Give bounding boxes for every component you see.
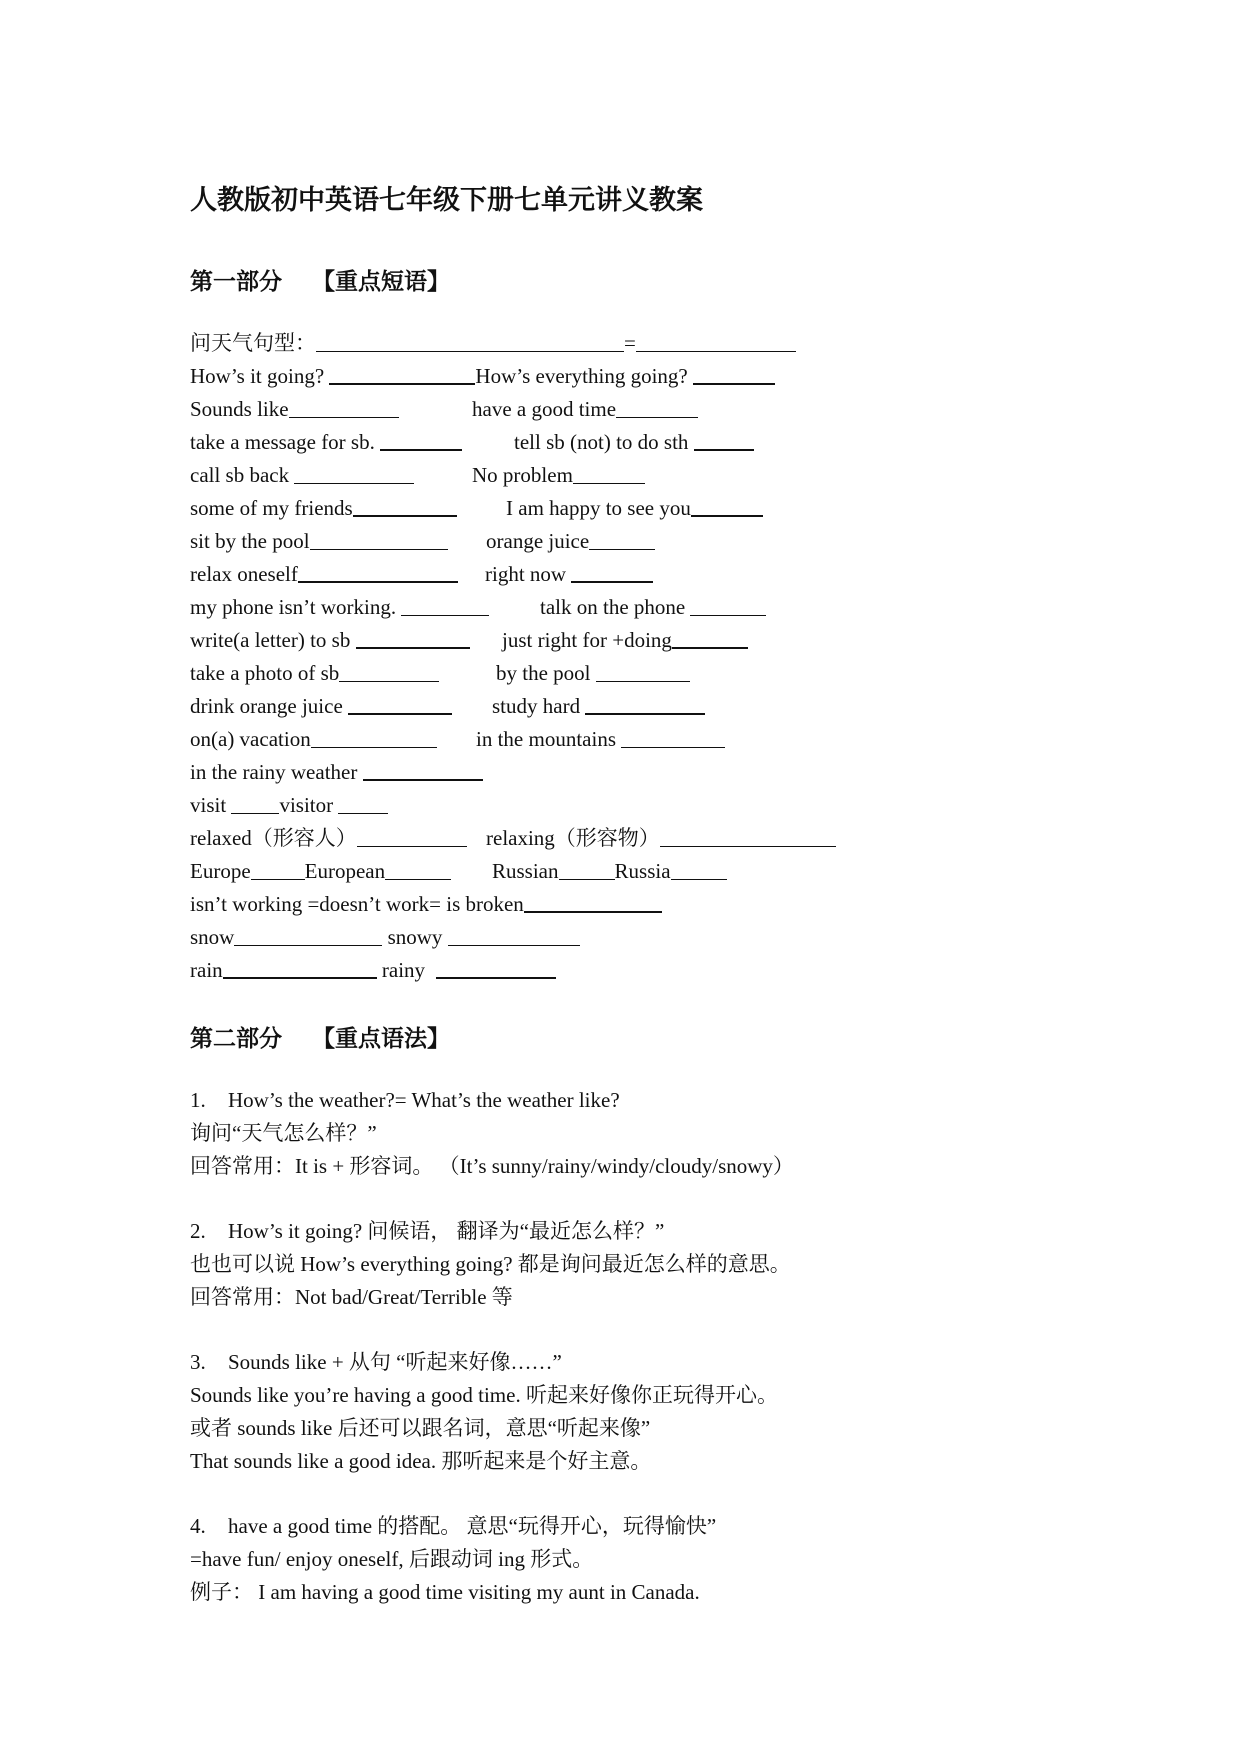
phrase-text: relaxed（形容人） bbox=[190, 826, 357, 850]
part2-label: 【重点语法】 bbox=[312, 1026, 450, 1052]
phrase-text: rain bbox=[190, 958, 223, 982]
grammar-number: 4. bbox=[190, 1514, 206, 1538]
grammar-line: That sounds like a good idea. 那听起来是个好主意。 bbox=[190, 1449, 652, 1473]
answer-blank[interactable] bbox=[636, 329, 796, 352]
phrase-text: snowy bbox=[387, 925, 443, 949]
phrase-text: take a message for sb. bbox=[190, 430, 375, 454]
grammar-number: 1. bbox=[190, 1088, 206, 1112]
phrase-text: talk on the phone bbox=[540, 595, 686, 619]
answer-blank[interactable] bbox=[357, 824, 467, 847]
phrase-text: I am happy to see you bbox=[506, 496, 691, 520]
phrase-text: my phone isn’t working. bbox=[190, 595, 397, 619]
answer-blank[interactable] bbox=[693, 361, 775, 385]
grammar-line: 例子： I am having a good time visiting my aunt in Canada. bbox=[190, 1580, 700, 1604]
answer-blank[interactable] bbox=[356, 625, 470, 649]
answer-blank[interactable] bbox=[339, 659, 439, 682]
answer-blank[interactable] bbox=[621, 725, 725, 748]
grammar-title-text: How’s the weather?= What’s the weather like? bbox=[228, 1088, 620, 1112]
answer-blank[interactable] bbox=[294, 461, 414, 484]
answer-blank[interactable] bbox=[573, 461, 645, 484]
answer-blank[interactable] bbox=[231, 791, 279, 814]
answer-blank[interactable] bbox=[329, 361, 475, 385]
phrase-text: some of my friends bbox=[190, 496, 353, 520]
answer-blank[interactable] bbox=[616, 395, 698, 418]
phrase-text: by the pool bbox=[496, 661, 591, 685]
grammar-item-title bbox=[190, 1216, 664, 1246]
grammar-line: 回答常用：It is + 形容词。 （It’s sunny/rainy/windy/cloudy/snowy） bbox=[190, 1154, 794, 1178]
equals-sign: = bbox=[624, 331, 636, 355]
part1-heading bbox=[190, 263, 450, 296]
phrase-text: drink orange juice bbox=[190, 694, 343, 718]
grammar-line: 或者 sounds like 后还可以跟名词，意思“听起来像” bbox=[190, 1416, 651, 1440]
phrase-text: tell sb (not) to do sth bbox=[514, 430, 689, 454]
phrase-text: Sounds like bbox=[190, 397, 289, 421]
phrase-text: rainy bbox=[381, 958, 426, 982]
answer-blank[interactable] bbox=[596, 659, 690, 682]
phrase-text: visit bbox=[190, 793, 227, 817]
part1-number: 第一部分 bbox=[190, 269, 282, 295]
phrase-text: on(a) vacation bbox=[190, 727, 311, 751]
grammar-line: =have fun/ enjoy oneself, 后跟动词 ing 形式。 bbox=[190, 1547, 594, 1571]
grammar-number: 2. bbox=[190, 1219, 206, 1243]
grammar-line: 询问“天气怎么样？” bbox=[190, 1121, 377, 1145]
answer-blank[interactable] bbox=[385, 857, 451, 880]
phrase-text: Europe bbox=[190, 859, 251, 883]
answer-blank[interactable] bbox=[401, 593, 489, 616]
phrase-text: snow bbox=[190, 925, 235, 949]
grammar-title-text: have a good time 的搭配。 意思“玩得开心，玩得愉快” bbox=[228, 1514, 717, 1538]
grammar-line: 也也可以说 How’s everything going? 都是询问最近怎么样的意思。 bbox=[190, 1252, 791, 1276]
answer-blank[interactable] bbox=[234, 923, 382, 946]
phrase-text: right now bbox=[485, 562, 567, 586]
answer-blank[interactable] bbox=[353, 493, 457, 517]
answer-blank[interactable] bbox=[380, 427, 462, 451]
phrase-text: How’s it going? bbox=[190, 364, 325, 388]
phrase-text: How’s everything going? bbox=[475, 364, 688, 388]
answer-blank[interactable] bbox=[691, 493, 763, 517]
grammar-title-text: Sounds like + 从句 “听起来好像……” bbox=[228, 1350, 562, 1374]
part2-heading bbox=[190, 1020, 450, 1053]
grammar-item-title bbox=[190, 1511, 716, 1541]
grammar-title-text: How’s it going? 问候语， 翻译为“最近怎么样？” bbox=[228, 1219, 665, 1243]
answer-blank[interactable] bbox=[694, 427, 754, 451]
part1-label: 【重点短语】 bbox=[312, 269, 450, 295]
phrase-text: No problem bbox=[472, 463, 573, 487]
phrase-text: in the mountains bbox=[476, 727, 616, 751]
answer-blank[interactable] bbox=[559, 857, 615, 880]
answer-blank[interactable] bbox=[338, 791, 388, 814]
phrase-text: 问天气句型： bbox=[190, 331, 316, 355]
phrase-text: write(a letter) to sb bbox=[190, 628, 351, 652]
answer-blank[interactable] bbox=[316, 329, 624, 352]
answer-blank[interactable] bbox=[223, 955, 377, 979]
phrase-text: take a photo of sb bbox=[190, 661, 340, 685]
phrase-text: sit by the pool bbox=[190, 529, 310, 553]
phrase-text: in the rainy weather bbox=[190, 760, 358, 784]
grammar-item-title bbox=[190, 1085, 620, 1115]
answer-blank[interactable] bbox=[363, 757, 483, 781]
phrase-text: isn’t working =doesn’t work= is broken bbox=[190, 892, 524, 916]
answer-blank[interactable] bbox=[311, 725, 437, 748]
grammar-line: Sounds like you’re having a good time. 听起来好像你正玩得开心。 bbox=[190, 1383, 778, 1407]
answer-blank[interactable] bbox=[589, 527, 655, 550]
answer-blank[interactable] bbox=[448, 923, 580, 946]
phrase-text: Russia bbox=[614, 859, 671, 883]
phrase-text: just right for +doing bbox=[502, 628, 672, 652]
answer-blank[interactable] bbox=[348, 691, 452, 715]
answer-blank[interactable] bbox=[690, 593, 766, 616]
answer-blank[interactable] bbox=[672, 625, 748, 649]
phrase-text: relaxing（形容物） bbox=[486, 826, 660, 850]
grammar-line: 回答常用：Not bad/Great/Terrible 等 bbox=[190, 1285, 513, 1309]
part2-number: 第二部分 bbox=[190, 1026, 282, 1052]
grammar-number: 3. bbox=[190, 1350, 206, 1374]
answer-blank[interactable] bbox=[310, 527, 448, 550]
phrase-text: call sb back bbox=[190, 463, 290, 487]
answer-blank[interactable] bbox=[660, 824, 836, 847]
phrase-text: study hard bbox=[492, 694, 581, 718]
phrase-text: have a good time bbox=[472, 397, 617, 421]
phrase-text: relax oneself bbox=[190, 562, 298, 586]
phrase-text: visitor bbox=[279, 793, 334, 817]
answer-blank[interactable] bbox=[571, 559, 653, 583]
answer-blank[interactable] bbox=[585, 691, 705, 715]
phrase-text: Russian bbox=[492, 859, 559, 883]
answer-blank[interactable] bbox=[289, 395, 399, 418]
answer-blank[interactable] bbox=[524, 889, 662, 913]
answer-blank[interactable] bbox=[298, 559, 458, 583]
grammar-item-title bbox=[190, 1347, 562, 1377]
phrase-text: European bbox=[304, 859, 386, 883]
answer-blank[interactable] bbox=[671, 857, 727, 880]
document-title: 人教版初中英语七年级下册七单元讲义教案 bbox=[190, 185, 703, 216]
answer-blank[interactable] bbox=[251, 857, 305, 880]
answer-blank[interactable] bbox=[436, 955, 556, 979]
phrase-text: orange juice bbox=[486, 529, 590, 553]
